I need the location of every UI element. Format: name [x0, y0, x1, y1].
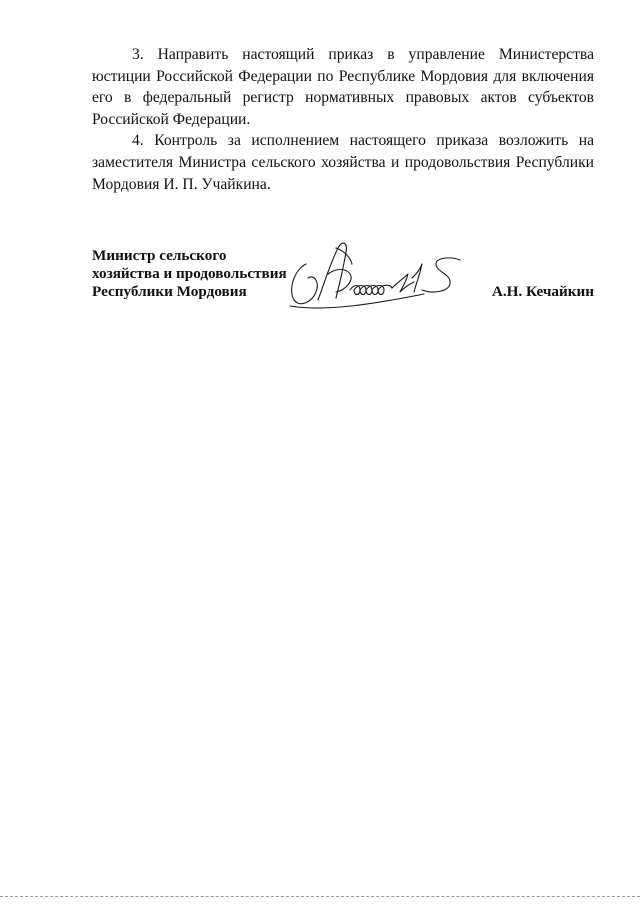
signatory-name: А.Н. Кечайкин [491, 283, 594, 300]
paragraph-3: 3. Направить настоящий приказ в управление Министерства юстиции Российской Федерации по Республике Мордовия для включения его в федеральный регистр нормативных правовых актов субъектов Российской Федерации. [92, 46, 594, 128]
signatory-title [92, 247, 287, 301]
signatory-title-line-1: Министр сельского [92, 247, 227, 264]
document-body [92, 44, 594, 195]
page-bottom-edge [0, 896, 640, 897]
paragraph-4: 4. Контроль за исполнением настоящего приказа возложить на заместителя Министра сельского хозяйства и продовольствия Республики Мордовия И. П. Учайкина. [92, 132, 594, 193]
handwritten-signature [284, 234, 464, 314]
signatory-title-line-3: Республики Мордовия [92, 283, 247, 300]
signatory-title-line-2: хозяйства и продовольствия [92, 265, 287, 282]
